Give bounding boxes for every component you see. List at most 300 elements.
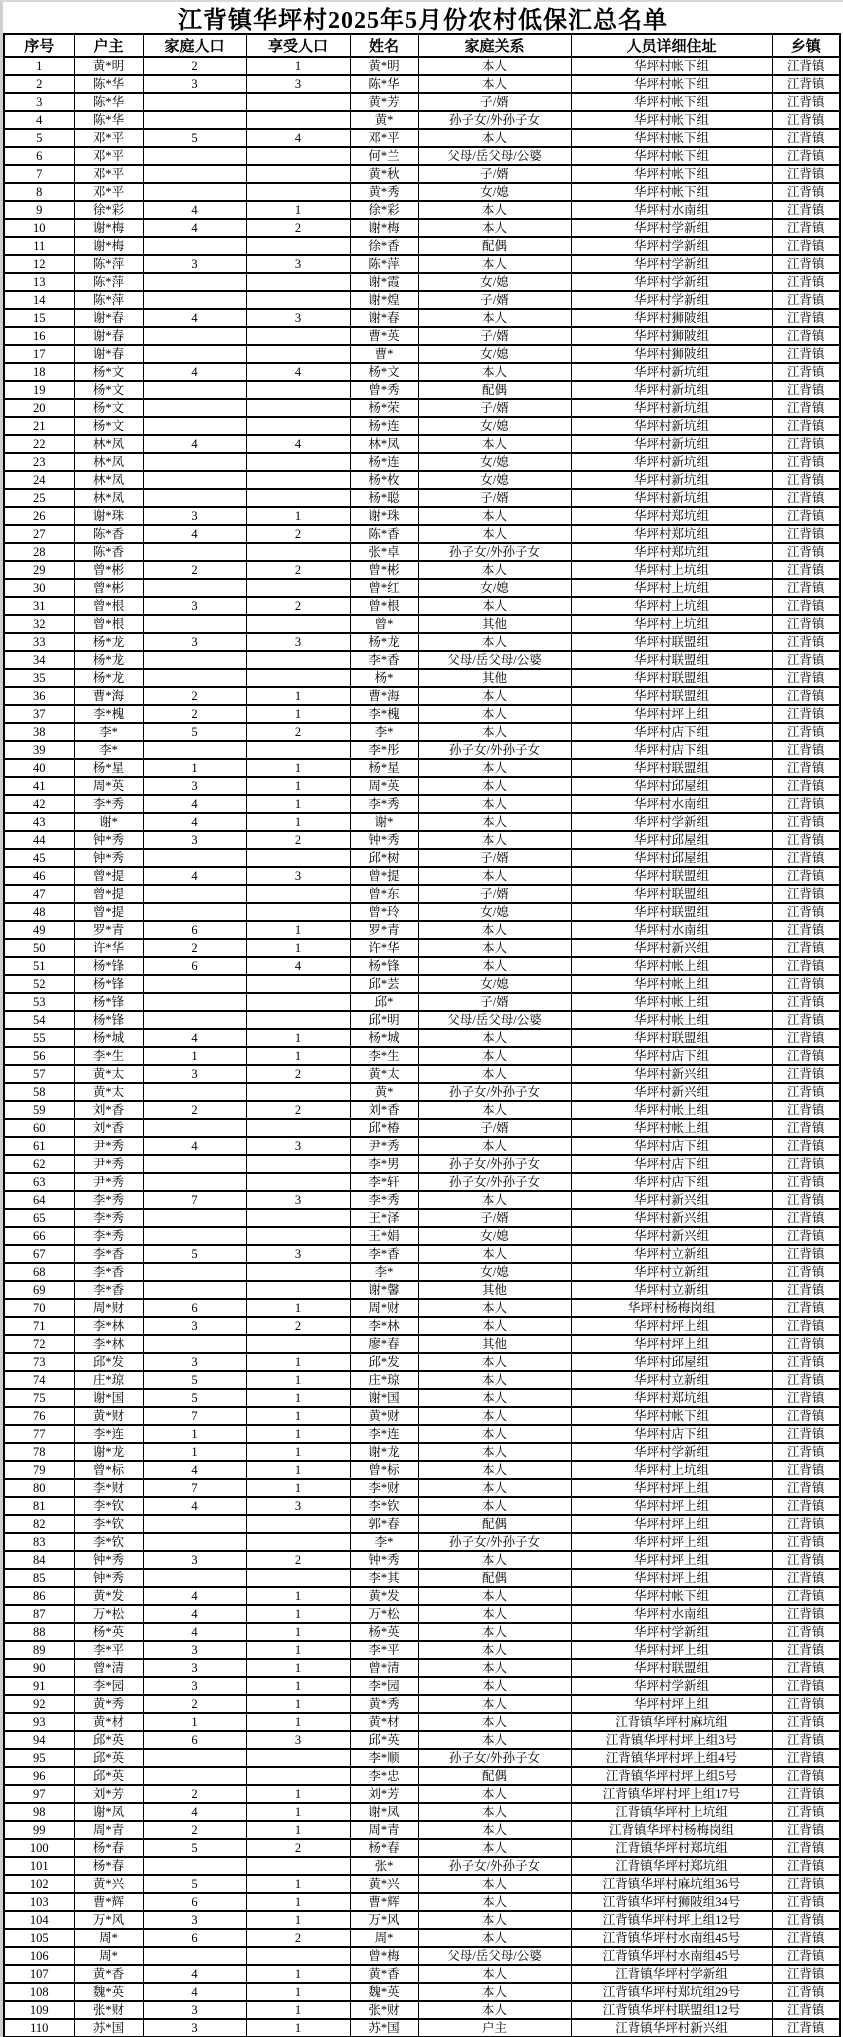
cell-enjoy-size: 1 [246,1911,350,1929]
cell-no: 8 [4,183,74,201]
table-row [4,1407,840,1425]
table-row [4,705,840,723]
cell-name: 苏*国 [350,2019,418,2037]
cell-address: 江背镇华坪村坪上组12号 [571,1911,772,1929]
cell-address: 华坪村联盟组 [571,687,772,705]
cell-family-size: 1 [143,1713,246,1731]
cell-town: 江背镇 [772,1911,840,1929]
cell-no: 95 [4,1749,74,1767]
cell-town: 江背镇 [772,57,840,75]
cell-town: 江背镇 [772,1155,840,1173]
cell-family-size: 7 [143,1191,246,1209]
cell-name: 黄*财 [350,1407,418,1425]
cell-name: 黄*材 [350,1713,418,1731]
cell-name: 李*彤 [350,741,418,759]
cell-relation: 本人 [418,1965,571,1983]
table-row [4,759,840,777]
table-row [4,993,840,1011]
cell-town: 江背镇 [772,1461,840,1479]
cell-enjoy-size [246,1947,350,1965]
cell-enjoy-size: 1 [246,57,350,75]
cell-no: 98 [4,1803,74,1821]
cell-name: 谢*煌 [350,291,418,309]
cell-address: 华坪村水南组 [571,921,772,939]
cell-address: 华坪村学新组 [571,813,772,831]
cell-no: 12 [4,255,74,273]
cell-enjoy-size [246,381,350,399]
cell-town: 江背镇 [772,345,840,363]
cell-town: 江背镇 [772,669,840,687]
cell-householder: 万*风 [74,1911,143,1929]
cell-address: 华坪村新坑组 [571,489,772,507]
table-row [4,741,840,759]
cell-family-size: 3 [143,2001,246,2019]
cell-address: 江背镇华坪村坪上组5号 [571,1767,772,1785]
cell-address: 华坪村帐下组 [571,147,772,165]
table-row [4,1209,840,1227]
cell-enjoy-size: 1 [246,201,350,219]
cell-no: 104 [4,1911,74,1929]
cell-address: 华坪村新坑组 [571,435,772,453]
cell-town: 江背镇 [772,1929,840,1947]
cell-relation: 孙子女/外孙子女 [418,1155,571,1173]
col-header-address: 人员详细住址 [571,34,772,57]
cell-householder: 邱*英 [74,1749,143,1767]
cell-town: 江背镇 [772,1533,840,1551]
cell-relation: 孙子女/外孙子女 [418,1857,571,1875]
cell-address: 华坪村联盟组 [571,633,772,651]
cell-no: 69 [4,1281,74,1299]
table-row [4,183,840,201]
cell-address: 华坪村店下组 [571,1137,772,1155]
cell-no: 72 [4,1335,74,1353]
cell-householder: 邓*平 [74,183,143,201]
cell-town: 江背镇 [772,1839,840,1857]
table-row [4,2019,840,2037]
cell-address: 江背镇华坪村水南组45号 [571,1947,772,1965]
cell-relation: 本人 [418,1245,571,1263]
cell-householder: 邱*发 [74,1353,143,1371]
cell-address: 华坪村坪上组 [571,1641,772,1659]
cell-town: 江背镇 [772,1317,840,1335]
table-row [4,129,840,147]
table-row [4,417,840,435]
cell-no: 31 [4,597,74,615]
cell-no: 109 [4,2001,74,2019]
cell-householder: 李*秀 [74,1209,143,1227]
cell-no: 30 [4,579,74,597]
cell-address: 华坪村狮陂组 [571,345,772,363]
cell-no: 4 [4,111,74,129]
cell-town: 江背镇 [772,1767,840,1785]
cell-town: 江背镇 [772,1749,840,1767]
cell-enjoy-size: 1 [246,1443,350,1461]
cell-no: 57 [4,1065,74,1083]
cell-no: 13 [4,273,74,291]
cell-address: 华坪村水南组 [571,1605,772,1623]
cell-relation: 女/媳 [418,1263,571,1281]
table-row [4,1677,840,1695]
cell-name: 李*香 [350,651,418,669]
cell-family-size [143,1011,246,1029]
table-row [4,1245,840,1263]
cell-family-size [143,381,246,399]
cell-relation: 本人 [418,561,571,579]
cell-family-size [143,1767,246,1785]
table-row [4,147,840,165]
cell-name: 曾*梅 [350,1947,418,1965]
cell-family-size: 3 [143,1641,246,1659]
cell-householder: 谢*梅 [74,219,143,237]
cell-name: 黄*发 [350,1587,418,1605]
cell-family-size [143,1533,246,1551]
cell-relation: 本人 [418,1893,571,1911]
cell-town: 江背镇 [772,1173,840,1191]
cell-relation: 本人 [418,723,571,741]
cell-no: 108 [4,1983,74,2001]
cell-name: 周*财 [350,1299,418,1317]
table-row [4,813,840,831]
table-row [4,1029,840,1047]
cell-enjoy-size: 3 [246,1245,350,1263]
cell-name: 林*凤 [350,435,418,453]
cell-town: 江背镇 [772,237,840,255]
cell-householder: 杨*龙 [74,651,143,669]
cell-householder: 林*凤 [74,435,143,453]
table-row [4,1137,840,1155]
table-row [4,1821,840,1839]
cell-householder: 陈*萍 [74,291,143,309]
cell-address: 华坪村联盟组 [571,1029,772,1047]
cell-no: 35 [4,669,74,687]
cell-relation: 本人 [418,525,571,543]
cell-address: 华坪村狮陂组 [571,309,772,327]
cell-town: 江背镇 [772,1587,840,1605]
cell-householder: 曾*提 [74,867,143,885]
cell-enjoy-size [246,93,350,111]
cell-householder: 杨*英 [74,1623,143,1641]
cell-householder: 张*财 [74,2001,143,2019]
table-row [4,1263,840,1281]
cell-address: 华坪村店下组 [571,1047,772,1065]
cell-family-size: 4 [143,1137,246,1155]
cell-enjoy-size [246,579,350,597]
table-row [4,75,840,93]
cell-name: 李*男 [350,1155,418,1173]
cell-family-size [143,417,246,435]
table-row [4,201,840,219]
table-row [4,435,840,453]
cell-family-size [143,669,246,687]
cell-family-size: 3 [143,1659,246,1677]
cell-enjoy-size [246,273,350,291]
cell-address: 华坪村邱屋组 [571,1353,772,1371]
table-body [4,57,840,2037]
table-row [4,1587,840,1605]
cell-enjoy-size: 3 [246,255,350,273]
table-row [4,1119,840,1137]
cell-no: 22 [4,435,74,453]
table-row [4,327,840,345]
cell-town: 江背镇 [772,885,840,903]
cell-town: 江背镇 [772,1425,840,1443]
cell-relation: 子/婿 [418,849,571,867]
cell-no: 65 [4,1209,74,1227]
cell-householder: 陈*香 [74,543,143,561]
cell-enjoy-size [246,741,350,759]
cell-no: 105 [4,1929,74,1947]
cell-no: 67 [4,1245,74,1263]
cell-householder: 谢*春 [74,327,143,345]
cell-town: 江背镇 [772,165,840,183]
cell-enjoy-size [246,453,350,471]
cell-town: 江背镇 [772,579,840,597]
cell-no: 42 [4,795,74,813]
cell-no: 7 [4,165,74,183]
cell-address: 华坪村帐下组 [571,165,772,183]
cell-name: 谢*龙 [350,1443,418,1461]
cell-name: 谢*梅 [350,219,418,237]
cell-name: 李* [350,1533,418,1551]
cell-family-size [143,1227,246,1245]
cell-relation: 本人 [418,255,571,273]
cell-relation: 本人 [418,75,571,93]
cell-no: 80 [4,1479,74,1497]
cell-family-size [143,903,246,921]
cell-no: 78 [4,1443,74,1461]
cell-name: 周*青 [350,1821,418,1839]
cell-no: 89 [4,1641,74,1659]
cell-family-size: 5 [143,129,246,147]
table-row [4,687,840,705]
table-row [4,1839,840,1857]
cell-family-size: 2 [143,1101,246,1119]
cell-name: 杨*枚 [350,471,418,489]
cell-no: 37 [4,705,74,723]
table-row [4,1317,840,1335]
cell-no: 110 [4,2019,74,2037]
cell-householder: 李* [74,723,143,741]
cell-enjoy-size: 2 [246,723,350,741]
cell-name: 张* [350,1857,418,1875]
cell-enjoy-size: 1 [246,1299,350,1317]
cell-no: 36 [4,687,74,705]
cell-address: 华坪村学新组 [571,255,772,273]
table-row [4,903,840,921]
cell-householder: 李*钦 [74,1515,143,1533]
cell-no: 16 [4,327,74,345]
cell-address: 华坪村邱屋组 [571,831,772,849]
cell-householder: 周* [74,1929,143,1947]
cell-name: 谢* [350,813,418,831]
cell-enjoy-size: 2 [246,831,350,849]
cell-family-size: 2 [143,1821,246,1839]
table-row [4,1605,840,1623]
table-row [4,453,840,471]
cell-no: 70 [4,1299,74,1317]
cell-address: 华坪村郑坑组 [571,543,772,561]
cell-no: 5 [4,129,74,147]
cell-family-size: 3 [143,1911,246,1929]
cell-no: 107 [4,1965,74,1983]
cell-town: 江背镇 [772,1479,840,1497]
cell-town: 江背镇 [772,2001,840,2019]
cell-no: 29 [4,561,74,579]
cell-relation: 孙子女/外孙子女 [418,1173,571,1191]
cell-enjoy-size [246,1011,350,1029]
cell-town: 江背镇 [772,1965,840,1983]
cell-relation: 女/媳 [418,183,571,201]
cell-enjoy-size [246,1533,350,1551]
cell-address: 江背镇华坪村郑坑组29号 [571,1983,772,2001]
cell-householder: 杨*春 [74,1857,143,1875]
cell-name: 邱*明 [350,1011,418,1029]
cell-enjoy-size [246,345,350,363]
cell-householder: 尹*秀 [74,1137,143,1155]
cell-no: 40 [4,759,74,777]
cell-householder: 周*英 [74,777,143,795]
cell-town: 江背镇 [772,1713,840,1731]
cell-address: 华坪村郑坑组 [571,507,772,525]
table-row [4,1569,840,1587]
table-row [4,273,840,291]
cell-town: 江背镇 [772,1101,840,1119]
cell-family-size [143,1569,246,1587]
cell-town: 江背镇 [772,1119,840,1137]
cell-family-size: 4 [143,1497,246,1515]
cell-family-size: 4 [143,867,246,885]
cell-enjoy-size: 3 [246,309,350,327]
cell-town: 江背镇 [772,1677,840,1695]
table-row [4,291,840,309]
cell-town: 江背镇 [772,1497,840,1515]
cell-address: 华坪村联盟组 [571,903,772,921]
cell-householder: 陈*香 [74,525,143,543]
cell-no: 99 [4,1821,74,1839]
cell-enjoy-size: 1 [246,1029,350,1047]
cell-town: 江背镇 [772,777,840,795]
cell-address: 华坪村坪上组 [571,1569,772,1587]
cell-name: 杨*龙 [350,633,418,651]
cell-name: 黄*太 [350,1065,418,1083]
cell-no: 76 [4,1407,74,1425]
cell-relation: 本人 [418,1803,571,1821]
cell-family-size: 4 [143,1461,246,1479]
cell-name: 谢*珠 [350,507,418,525]
cell-address: 华坪村上坑组 [571,579,772,597]
cell-relation: 配偶 [418,237,571,255]
cell-town: 江背镇 [772,975,840,993]
cell-relation: 本人 [418,1983,571,2001]
cell-name: 曾*玲 [350,903,418,921]
cell-family-size [143,849,246,867]
cell-town: 江背镇 [772,399,840,417]
cell-name: 曹* [350,345,418,363]
cell-name: 曾*秀 [350,381,418,399]
cell-address: 华坪村坪上组 [571,1695,772,1713]
cell-name: 黄*明 [350,57,418,75]
cell-name: 杨*城 [350,1029,418,1047]
table-row [4,543,840,561]
cell-householder: 陈*华 [74,111,143,129]
table-row [4,1929,840,1947]
cell-name: 李*秀 [350,795,418,813]
cell-name: 邱*英 [350,1731,418,1749]
cell-town: 江背镇 [772,561,840,579]
cell-town: 江背镇 [772,1389,840,1407]
cell-family-size: 4 [143,201,246,219]
cell-town: 江背镇 [772,1299,840,1317]
cell-householder: 曾*根 [74,597,143,615]
cell-town: 江背镇 [772,1011,840,1029]
cell-no: 38 [4,723,74,741]
cell-enjoy-size [246,327,350,345]
table-row [4,489,840,507]
cell-town: 江背镇 [772,291,840,309]
cell-enjoy-size: 1 [246,1659,350,1677]
cell-relation: 子/婿 [418,993,571,1011]
cell-family-size [143,327,246,345]
cell-relation: 其他 [418,615,571,633]
cell-family-size: 4 [143,363,246,381]
cell-family-size [143,993,246,1011]
cell-enjoy-size [246,1749,350,1767]
cell-enjoy-size: 1 [246,939,350,957]
cell-town: 江背镇 [772,993,840,1011]
cell-no: 51 [4,957,74,975]
cell-town: 江背镇 [772,1641,840,1659]
cell-town: 江背镇 [772,921,840,939]
cell-family-size: 4 [143,1605,246,1623]
table-row [4,669,840,687]
cell-name: 黄*兴 [350,1875,418,1893]
cell-householder: 杨*春 [74,1839,143,1857]
cell-town: 江背镇 [772,705,840,723]
cell-name: 陈*香 [350,525,418,543]
cell-name: 谢*馨 [350,1281,418,1299]
cell-relation: 本人 [418,309,571,327]
cell-town: 江背镇 [772,111,840,129]
cell-relation: 本人 [418,633,571,651]
cell-enjoy-size: 1 [246,759,350,777]
cell-name: 邱*树 [350,849,418,867]
cell-name: 谢*霞 [350,273,418,291]
cell-relation: 女/媳 [418,975,571,993]
cell-householder: 周*青 [74,1821,143,1839]
table-row [4,381,840,399]
cell-family-size [143,1119,246,1137]
cell-family-size: 4 [143,1803,246,1821]
cell-no: 1 [4,57,74,75]
cell-householder: 尹*秀 [74,1173,143,1191]
cell-no: 17 [4,345,74,363]
cell-name: 黄* [350,111,418,129]
cell-name: 杨*文 [350,363,418,381]
cell-name: 李*秀 [350,1191,418,1209]
cell-address: 江背镇华坪村郑坑组 [571,1839,772,1857]
table-row [4,1425,840,1443]
cell-enjoy-size: 1 [246,777,350,795]
cell-householder: 黄*发 [74,1587,143,1605]
cell-householder: 李*生 [74,1047,143,1065]
cell-name: 李* [350,1263,418,1281]
cell-address: 华坪村邱屋组 [571,849,772,867]
cell-householder: 黄*明 [74,57,143,75]
cell-enjoy-size: 2 [246,1065,350,1083]
cell-address: 华坪村坪上组 [571,1317,772,1335]
cell-name: 邱*芸 [350,975,418,993]
cell-enjoy-size [246,471,350,489]
